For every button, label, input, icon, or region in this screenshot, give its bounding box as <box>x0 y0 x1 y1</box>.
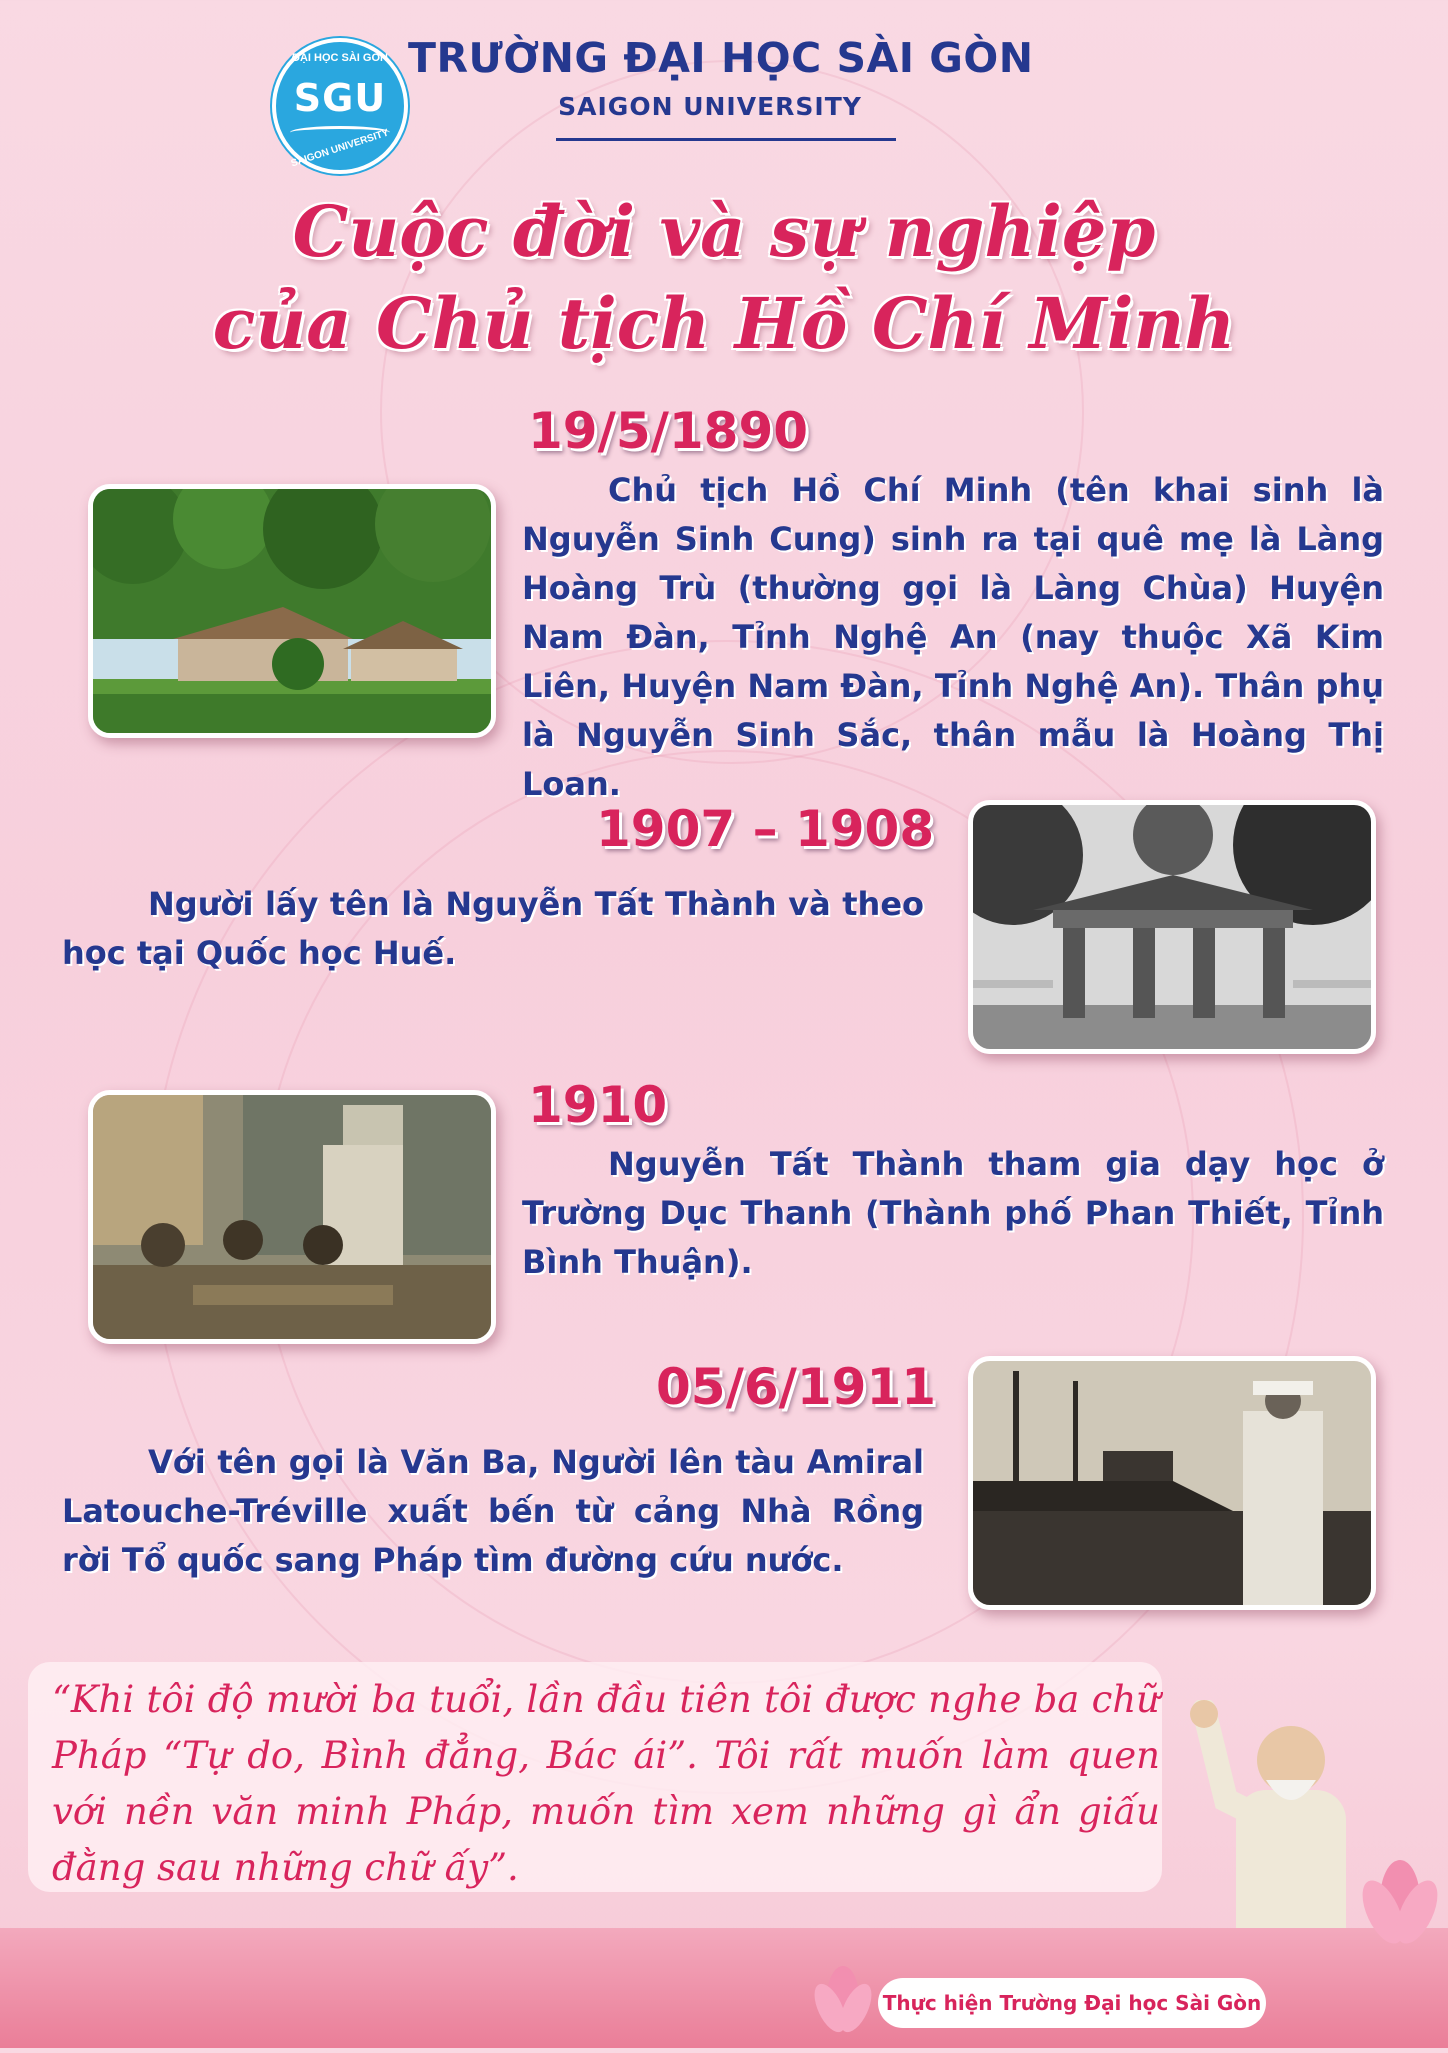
university-name: TRƯỜNG ĐẠI HỌC SÀI GÒN <box>408 34 1034 82</box>
timeline-year-4: 05/6/1911 <box>656 1358 937 1416</box>
logo-text: SGU <box>293 76 387 120</box>
photo-ship-departure <box>968 1356 1376 1610</box>
header-divider <box>556 138 896 141</box>
university-name-en: SAIGON UNIVERSITY <box>558 92 862 121</box>
timeline-year-2: 1907 – 1908 <box>596 800 935 858</box>
page-title-line1: Cuộc đời và sự nghiệp <box>292 190 1156 273</box>
timeline-text-4: Với tên gọi là Văn Ba, Người lên tàu Amiral Latouche-Tréville xuất bến từ cảng Nhà Rồng rời Tổ quốc sang Pháp tìm đường cứu nước. <box>62 1443 924 1579</box>
credit-badge: Thực hiện Trường Đại học Sài Gòn <box>878 1978 1266 2028</box>
timeline-text-3: Nguyễn Tất Thành tham gia dạy học ở Trường Dục Thanh (Thành phố Phan Thiết, Tỉnh Bình Thuận). <box>522 1145 1384 1281</box>
timeline-text-2: Người lấy tên là Nguyễn Tất Thành và theo học tại Quốc học Huế. <box>62 885 924 972</box>
photo-teaching-painting <box>88 1090 496 1344</box>
photo-quoc-hoc-hue-gate <box>968 800 1376 1054</box>
photo-birthplace-house <box>88 484 496 738</box>
logo-arc-top-text: ĐẠI HỌC SÀI GÒN <box>292 52 388 64</box>
logo-arc-bottom-text: SAIGON UNIVERSITY <box>289 127 391 170</box>
lotus-flower-icon <box>808 1958 878 2048</box>
page-title-line2: của Chủ tịch Hồ Chí Minh <box>212 282 1236 365</box>
lotus-flower-icon <box>1355 1850 1445 1960</box>
timeline-text-1: Chủ tịch Hồ Chí Minh (tên khai sinh là Nguyễn Sinh Cung) sinh ra tại quê mẹ là Làng Hoàng Trù (thường gọi là Làng Chùa) Huyện Nam Đàn, Tỉnh Nghệ An (nay thuộc Xã Kim Liên, Huyện Nam Đàn, Tỉnh Nghệ An). Thân phụ là Nguyễn Sinh Sắc, thân mẫu là Hoàng Thị Loan. <box>522 471 1384 803</box>
quote-text: “Khi tôi độ mười ba tuổi, lần đầu tiên tôi được nghe ba chữ Pháp “Tự do, Bình đẳng, Bác ái”. Tôi rất muốn làm quen với nền văn minh Pháp, muốn tìm xem những gì ẩn giấu đằng sau những chữ ấy”. <box>52 1678 1160 1889</box>
timeline-year-3: 1910 <box>528 1076 668 1134</box>
timeline-year-1: 19/5/1890 <box>528 402 809 460</box>
university-logo <box>272 38 408 174</box>
